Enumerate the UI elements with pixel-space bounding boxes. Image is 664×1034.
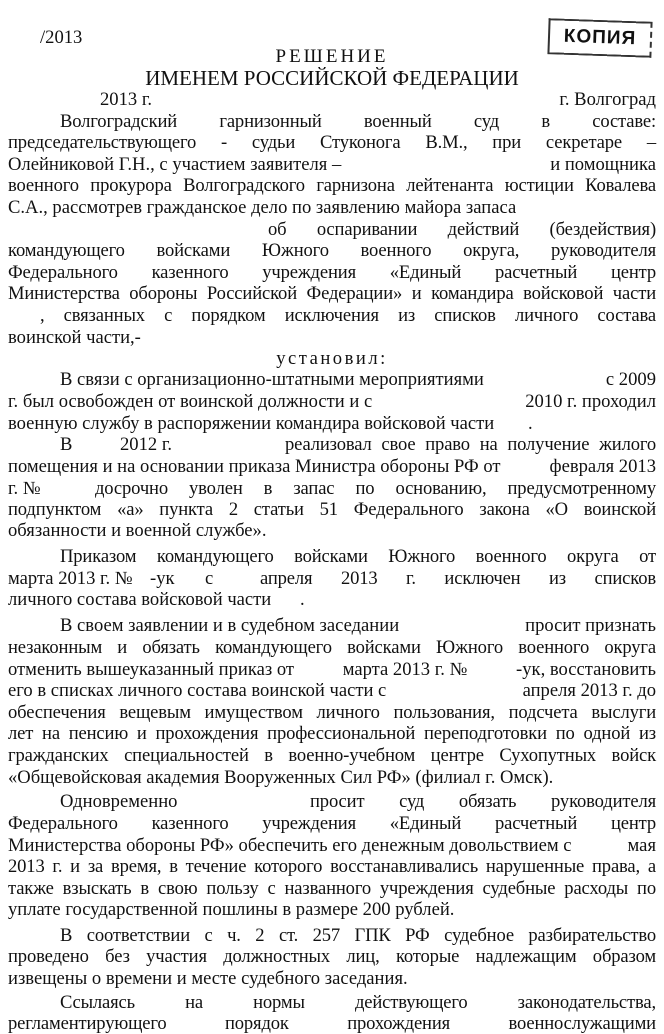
text-line bbox=[8, 414, 656, 434]
text-segment: досрочно уволен в запас по основанию, предусмотренному bbox=[95, 478, 656, 499]
text-segment: подпунктом «а» пункта 2 статьи 51 Федерального закона «О воинской bbox=[8, 499, 656, 520]
text-line bbox=[40, 28, 82, 48]
text-segment: Олейниковой Г.Н., с участием заявителя – bbox=[8, 154, 342, 175]
text-line bbox=[268, 220, 656, 240]
text-segment: установил: bbox=[276, 348, 388, 369]
text-line bbox=[8, 133, 656, 153]
text-segment: РЕШЕНИЕ bbox=[275, 46, 389, 67]
text-segment: гражданских специальностей в военно-учебном центре Сухопутных войск bbox=[8, 745, 656, 766]
text-segment: незаконным и обязать командующего войсками Южного военного округа bbox=[8, 637, 656, 658]
text-segment: 2013 г. bbox=[100, 89, 153, 110]
text-line bbox=[132, 68, 532, 88]
text-line bbox=[8, 521, 267, 541]
text-segment: регламентирующего порядок прохождения военнослужащими bbox=[8, 1013, 656, 1034]
text-segment: извещены о времени и месте судебного заседания. bbox=[8, 968, 408, 989]
text-segment: 2012 г. bbox=[120, 434, 173, 455]
text-segment: воинской части,- bbox=[8, 327, 141, 348]
text-segment: с bbox=[205, 568, 214, 589]
text-segment: В своем заявлении и в судебном заседании bbox=[60, 615, 400, 636]
text-segment: и помощника bbox=[550, 154, 656, 175]
text-segment: реализовал свое право на получение жилого bbox=[285, 434, 656, 455]
text-segment: мая bbox=[627, 835, 656, 856]
text-segment: марта 2013 г. № bbox=[8, 568, 133, 589]
text-segment: обязанности и военной службе». bbox=[8, 520, 267, 541]
text-line bbox=[8, 900, 454, 920]
text-line bbox=[60, 926, 656, 946]
text-segment: В bbox=[60, 434, 73, 455]
text-segment: просит признать bbox=[525, 615, 656, 636]
text-segment: 2013 г. и за время, в течение которого восстанавливались нарушенные права, а bbox=[8, 856, 656, 877]
text-line bbox=[8, 703, 656, 723]
text-segment: Федерального казенного учреждения «Единый расчетный центр bbox=[8, 262, 656, 283]
text-line bbox=[8, 392, 656, 412]
text-segment: также взыскать в свою пользу с названного учреждения судебные расходы по bbox=[8, 878, 656, 899]
text-segment: просит суд обязать руководителя bbox=[310, 791, 656, 812]
text-line bbox=[60, 792, 656, 812]
text-line bbox=[8, 724, 656, 744]
text-segment: . bbox=[528, 413, 533, 434]
text-segment: помещения и на основании приказа Министра обороны РФ от bbox=[8, 456, 501, 477]
text-line bbox=[8, 681, 656, 701]
text-line bbox=[8, 836, 656, 856]
text-line bbox=[8, 857, 656, 877]
text-segment: лет на пенсию и прохождения профессиональной переподготовки по одной из bbox=[8, 723, 656, 744]
text-segment: военную службу в распоряжении командира войсковой части bbox=[8, 413, 495, 434]
text-segment: -ук, восстановить bbox=[516, 659, 656, 680]
text-line bbox=[132, 349, 532, 369]
text-line bbox=[8, 457, 656, 477]
text-segment: проведено без участия должностных лиц, которые надлежащим образом bbox=[8, 946, 656, 967]
text-segment: г. Волгоград bbox=[559, 89, 656, 110]
text-segment: Приказом командующего войсками Южного военного округа от bbox=[60, 546, 656, 567]
text-line bbox=[8, 746, 656, 766]
text-line bbox=[60, 435, 656, 455]
text-segment: Министерства обороны РФ» обеспечить его денежным довольствием с bbox=[8, 835, 572, 856]
text-line bbox=[8, 947, 656, 967]
text-segment: уплате государственной пошлины в размере 200 рублей. bbox=[8, 899, 455, 920]
text-segment: личного состава войсковой части bbox=[8, 589, 272, 610]
text-line bbox=[8, 284, 656, 304]
text-line bbox=[100, 90, 656, 110]
text-segment: об оспаривании действий (бездействия) bbox=[268, 219, 656, 240]
text-line bbox=[60, 112, 656, 132]
text-segment: обеспечения вещевым имуществом личного пользования, подсчета выслуги bbox=[8, 702, 656, 723]
text-segment: г. № bbox=[8, 478, 41, 499]
text-line bbox=[60, 993, 656, 1013]
text-line bbox=[8, 638, 656, 658]
text-segment: его в списках личного состава воинской части с bbox=[8, 680, 387, 701]
text-segment: -ук bbox=[150, 568, 175, 589]
text-line bbox=[8, 241, 656, 261]
text-line bbox=[8, 500, 656, 520]
text-line bbox=[8, 1014, 656, 1034]
text-line bbox=[8, 814, 656, 834]
text-segment: Ссылаясь на нормы действующего законодательства, bbox=[60, 992, 656, 1013]
text-segment: Волгоградский гарнизонный военный суд в составе: bbox=[60, 111, 656, 132]
text-segment: апреля 2013 г. до bbox=[522, 680, 656, 701]
text-segment: февраля 2013 bbox=[549, 456, 656, 477]
text-line bbox=[8, 155, 656, 175]
text-line bbox=[8, 569, 656, 589]
text-segment: военного прокурора Волгоградского гарнизона лейтенанта юстиции Ковалева bbox=[8, 175, 656, 196]
text-segment: «Общевойсковая академия Вооруженных Сил РФ» (филиал г. Омск). bbox=[8, 767, 554, 788]
text-segment: С.А., рассмотрев гражданское дело по заявлению майора запаса bbox=[8, 197, 517, 218]
text-line bbox=[8, 879, 656, 899]
text-line bbox=[60, 547, 656, 567]
text-line bbox=[8, 969, 408, 989]
text-segment: апреля 2013 г. исключен из списков bbox=[260, 568, 656, 589]
text-line bbox=[8, 768, 553, 788]
text-segment: командующего войсками Южного военного округа, руководителя bbox=[8, 240, 656, 261]
text-line bbox=[40, 306, 656, 326]
text-segment: Одновременно bbox=[60, 791, 178, 812]
text-segment: председательствующего - судьи Стуконога В.М., при секретаре – bbox=[8, 132, 656, 153]
text-segment: марта 2013 г. № bbox=[342, 659, 468, 680]
text-line bbox=[8, 176, 656, 196]
text-segment: с 2009 bbox=[605, 369, 656, 390]
text-line bbox=[8, 198, 516, 218]
text-segment: Министерства обороны Российской Федерации» и командира войсковой части bbox=[8, 283, 656, 304]
text-segment: В связи с организационно-штатными мероприятиями bbox=[60, 369, 484, 390]
text-segment: , связанных с порядком исключения из списков личного состава bbox=[40, 305, 656, 326]
text-segment: . bbox=[300, 589, 305, 610]
text-line bbox=[8, 590, 656, 610]
text-segment: ИМЕНЕМ РОССИЙСКОЙ ФЕДЕРАЦИИ bbox=[145, 66, 519, 90]
text-line bbox=[8, 263, 656, 283]
text-segment: /2013 bbox=[40, 27, 83, 48]
copy-stamp: КОПИЯ bbox=[547, 18, 652, 58]
text-line bbox=[8, 660, 656, 680]
text-segment: 2010 г. проходил bbox=[525, 391, 656, 412]
text-line bbox=[8, 479, 656, 499]
text-line bbox=[132, 47, 532, 67]
text-segment: отменить вышеуказанный приказ от bbox=[8, 659, 294, 680]
text-segment: Федерального казенного учреждения «Единый расчетный центр bbox=[8, 813, 656, 834]
text-segment: г. был освобожден от воинской должности и с bbox=[8, 391, 373, 412]
text-line bbox=[8, 328, 141, 348]
text-line bbox=[60, 616, 656, 636]
text-segment: В соответствии с ч. 2 ст. 257 ГПК РФ судебное разбирательство bbox=[60, 925, 656, 946]
text-line bbox=[60, 370, 656, 390]
